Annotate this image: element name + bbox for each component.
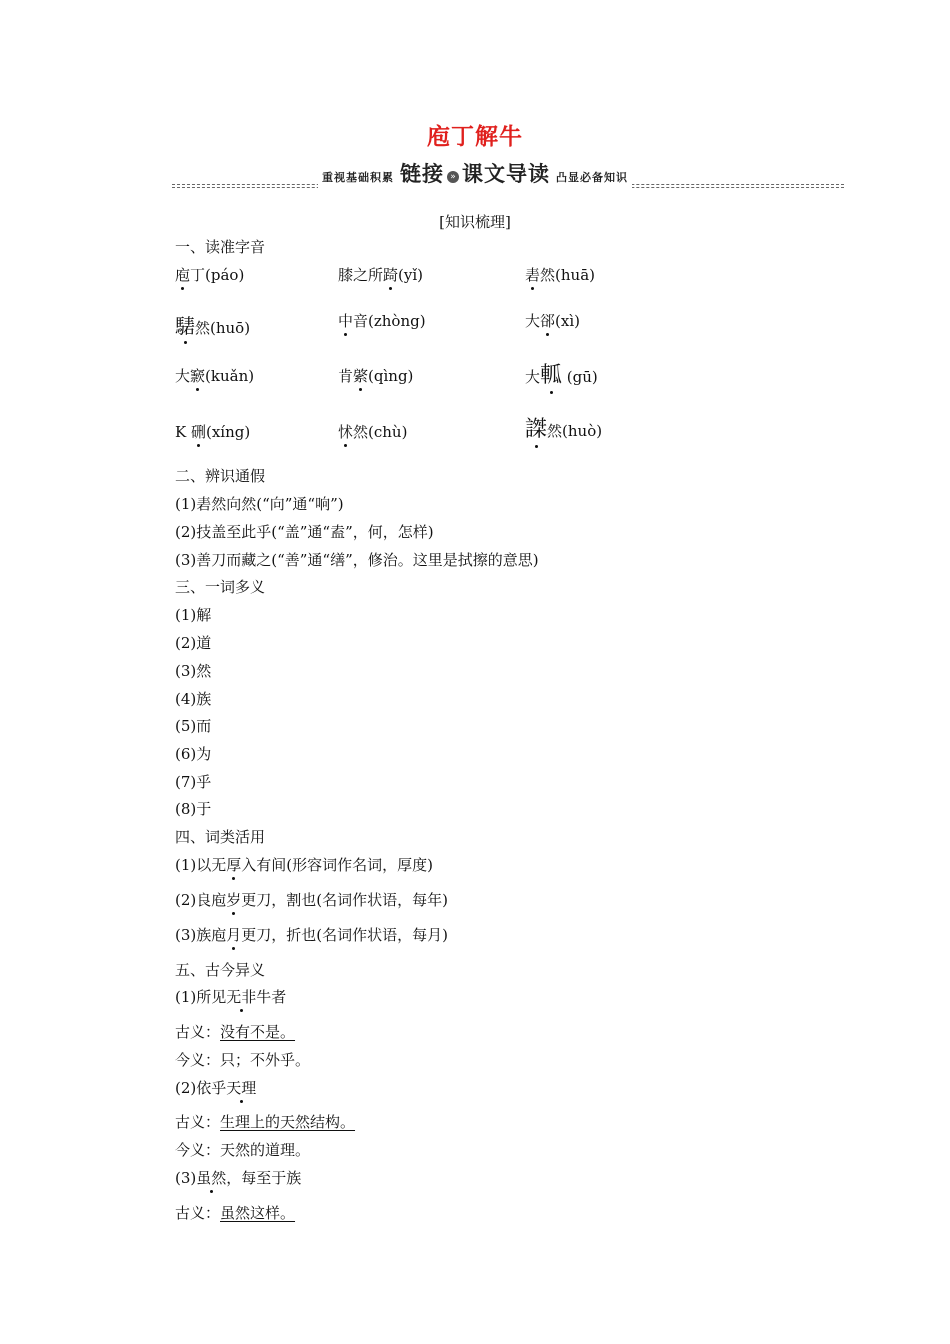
pronunciation-item: 大窾(kuǎn) bbox=[175, 367, 255, 385]
banner-right-text: 凸显必备知识 bbox=[556, 171, 628, 184]
list-item: (3)族庖月更刀，折也(名词作状语，每月) bbox=[175, 926, 448, 944]
list-item: (2)道 bbox=[175, 634, 212, 652]
list-item: (3)虽然，每至于族 bbox=[175, 1169, 302, 1187]
list-item: (7)乎 bbox=[175, 773, 212, 791]
subheading: [知识梳理] bbox=[439, 213, 511, 231]
pronunciation-item: 膝之所踦(yǐ) bbox=[338, 266, 424, 284]
modern-meaning: 今义：只；不外乎。 bbox=[175, 1051, 311, 1069]
list-item: (3)然 bbox=[175, 662, 212, 680]
pronunciation-item: 大郤(xì) bbox=[525, 312, 580, 330]
ancient-meaning: 古义：生理上的天然结构。 bbox=[175, 1113, 356, 1131]
list-item: (2)技盖至此乎(“盖”通“盍”，何，怎样) bbox=[175, 523, 434, 541]
list-item: (6)为 bbox=[175, 745, 212, 763]
ancient-meaning: 古义：虽然这样。 bbox=[175, 1204, 296, 1222]
list-item: (1)砉然向然(“向”通“响”) bbox=[175, 495, 344, 513]
banner-big-text-1: 链接 bbox=[400, 162, 444, 186]
list-item: (1)解 bbox=[175, 606, 212, 624]
ancient-meaning: 古义：没有不是。 bbox=[175, 1023, 296, 1041]
pronunciation-item: 肯綮(qìng) bbox=[338, 367, 414, 385]
pronunciation-item: 庖丁(páo) bbox=[175, 266, 245, 284]
list-item: (3)善刀而藏之(“善”通“缮”，修治。这里是拭擦的意思) bbox=[175, 551, 539, 569]
page-title: 庖丁解牛 bbox=[427, 124, 523, 150]
section-heading-word-class: 四、词类活用 bbox=[175, 828, 266, 846]
list-item: (4)族 bbox=[175, 690, 212, 708]
pronunciation-item: 砉然(huā) bbox=[525, 266, 595, 284]
section-heading-polysemy: 三、一词多义 bbox=[175, 578, 266, 596]
list-item: (2)良庖岁更刀，割也(名词作状语，每年) bbox=[175, 891, 448, 909]
list-item: (5)而 bbox=[175, 717, 212, 735]
double-arrow-icon: » bbox=[447, 171, 459, 183]
section-banner bbox=[0, 160, 950, 188]
section-heading-ancient-modern: 五、古今异义 bbox=[175, 961, 266, 979]
pronunciation-item: 騞然(huō) bbox=[175, 310, 250, 339]
list-item: (1)所见无非牛者 bbox=[175, 988, 287, 1006]
pronunciation-item: 謋然(huò) bbox=[525, 412, 602, 443]
pronunciation-item: 大軱 (gū) bbox=[525, 358, 598, 389]
pronunciation-item: K 硎(xíng) bbox=[175, 423, 251, 441]
section-heading-pronunciation: 一、读准字音 bbox=[175, 238, 266, 256]
pronunciation-item: 中音(zhòng) bbox=[338, 312, 426, 330]
section-heading-tongjia: 二、辨识通假 bbox=[175, 467, 266, 485]
banner-left-text: 重视基础积累 bbox=[322, 171, 394, 184]
list-item: (2)依乎天理 bbox=[175, 1079, 257, 1097]
list-item: (1)以无厚入有间(形容词作名词，厚度) bbox=[175, 856, 433, 874]
list-item: (8)于 bbox=[175, 800, 212, 818]
banner-big-text-2: 课文导读 bbox=[462, 162, 550, 186]
pronunciation-item: 怵然(chù) bbox=[338, 423, 408, 441]
modern-meaning: 今义：天然的道理。 bbox=[175, 1141, 311, 1159]
